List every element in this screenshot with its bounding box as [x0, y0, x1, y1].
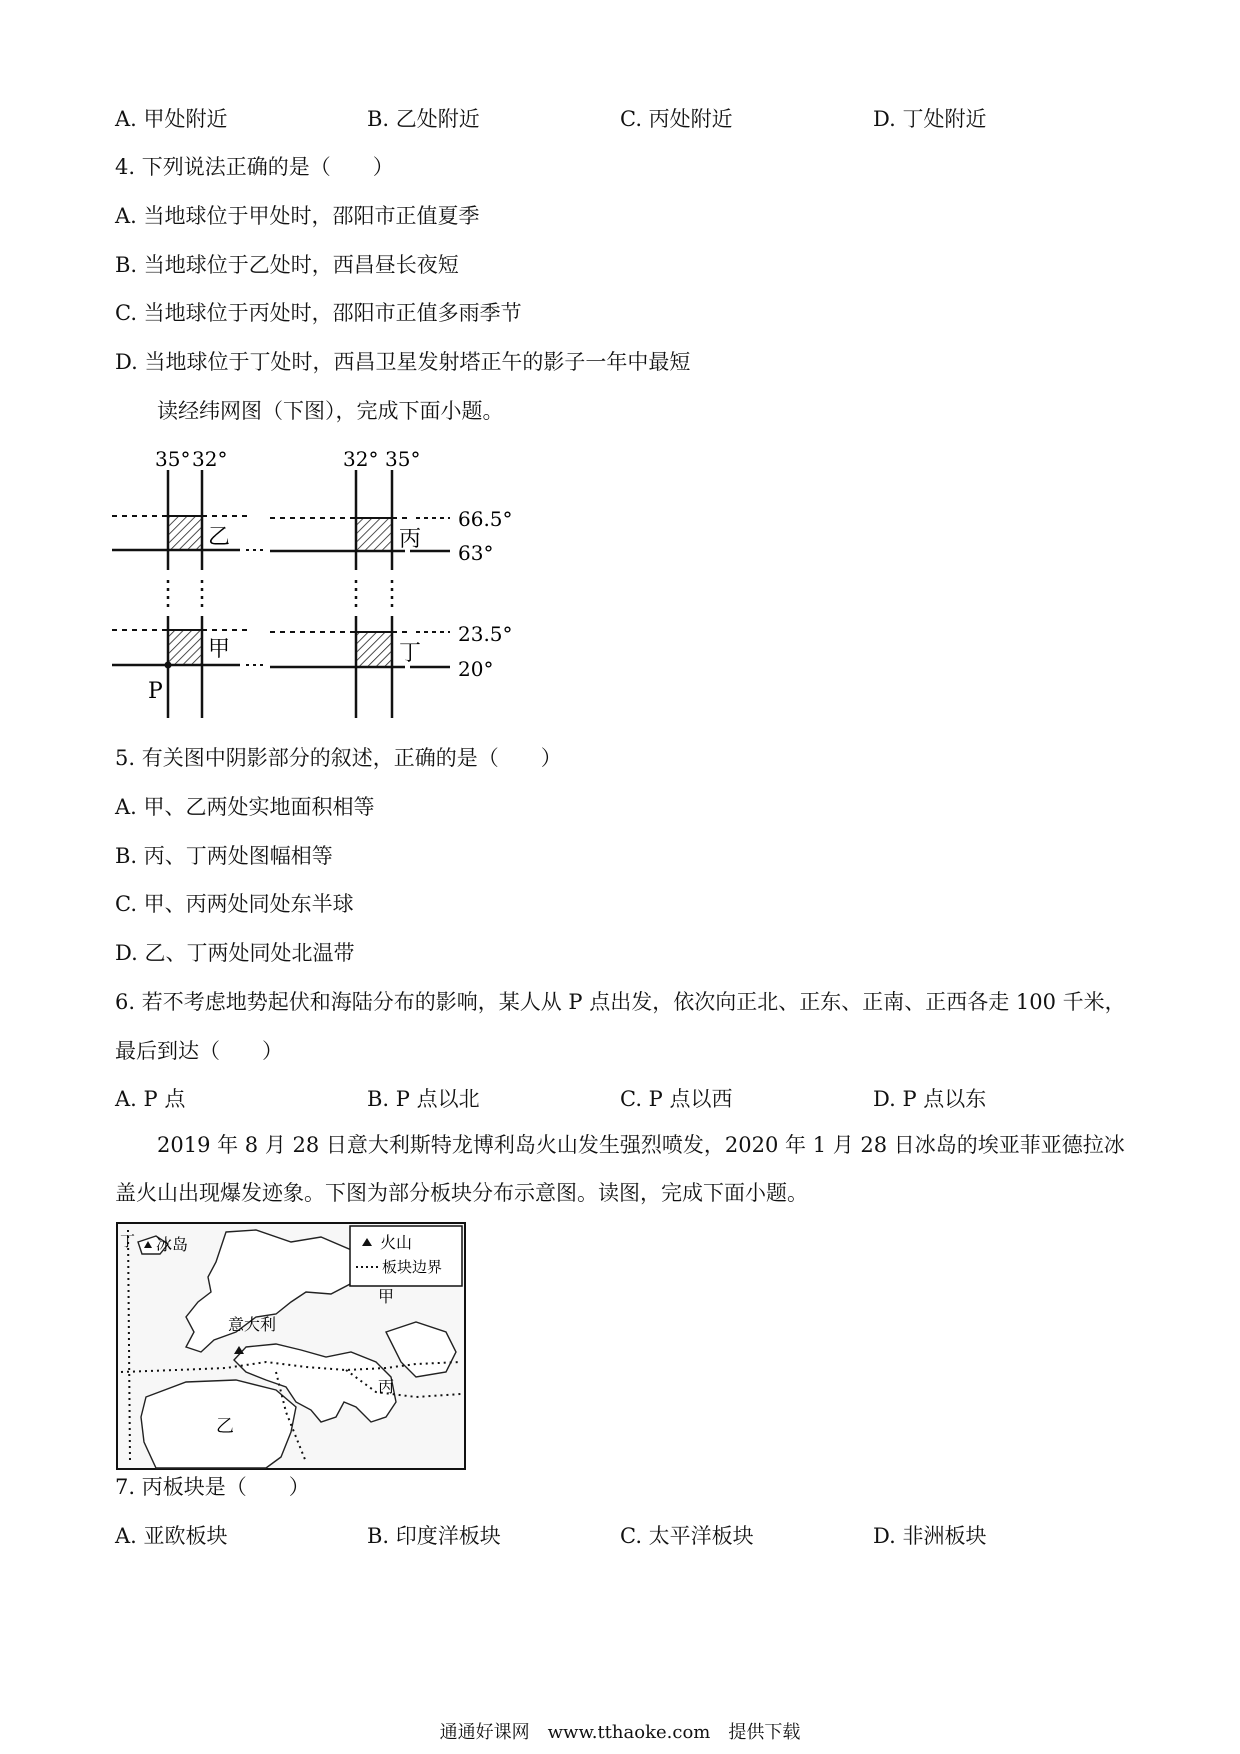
q4-option-d: D. 当地球位于丁处时，西昌卫星发射塔正午的影子一年中最短 — [115, 350, 691, 374]
q6-option-d: D. P 点以东 — [873, 1087, 987, 1111]
lon-label-right-35: 35° — [385, 447, 421, 471]
q5-option-b: B. 丙、丁两处图幅相等 — [115, 844, 333, 868]
cell-label-ding: 丁 — [399, 641, 422, 666]
lon-label-left-32: 32° — [192, 447, 228, 471]
q7-stem: 7. 丙板块是（ ） — [115, 1475, 310, 1499]
cell-label-yi: 乙 — [208, 525, 231, 550]
lat-label-63: 63° — [458, 541, 494, 565]
lon-label-right-32: 32° — [343, 447, 379, 471]
q5-option-d: D. 乙、丁两处同处北温带 — [115, 941, 355, 965]
cell-yi-shaded — [168, 516, 202, 550]
map-label-bing: 丙 — [378, 1377, 395, 1396]
q6-stem-line1: 6. 若不考虑地势起伏和海陆分布的影响，某人从 P 点出发，依次向正北、正东、正南、正西各走 100 千米， — [115, 990, 1126, 1014]
map-label-iceland: 冰岛 — [156, 1235, 189, 1254]
lat-label-23-5: 23.5° — [458, 622, 513, 646]
cell-bing-shaded — [356, 518, 392, 551]
q5-option-a: A. 甲、乙两处实地面积相等 — [115, 795, 375, 819]
cell-label-jia: 甲 — [208, 637, 231, 662]
q6-stem-line2: 最后到达（ ） — [115, 1039, 283, 1063]
lon-label-left-35: 35° — [155, 447, 191, 471]
plate-map-figure — [116, 1222, 466, 1470]
map-label-yi: 乙 — [216, 1416, 234, 1437]
q7-option-c: C. 太平洋板块 — [620, 1524, 754, 1548]
q6-option-c: C. P 点以西 — [620, 1087, 733, 1111]
lat-long-grid-figure — [110, 440, 530, 722]
cell-ding-shaded — [356, 632, 392, 667]
q4-option-a: A. 当地球位于甲处时，邵阳市正值夏季 — [115, 204, 480, 228]
legend-volcano-label: 火山 — [380, 1233, 413, 1252]
lat-label-66-5: 66.5° — [458, 507, 513, 531]
lat-label-20: 20° — [458, 657, 494, 681]
q3-option-c: C. 丙处附近 — [620, 107, 733, 131]
q5-stem: 5. 有关图中阴影部分的叙述，正确的是（ ） — [115, 746, 562, 770]
cell-jia-shaded — [168, 630, 202, 665]
q4-option-c: C. 当地球位于丙处时，邵阳市正值多雨季节 — [115, 301, 522, 325]
footer-source: 通通好课网 www.tthaoke.com 提供下载 — [439, 1722, 801, 1743]
q3-option-b: B. 乙处附近 — [367, 107, 480, 131]
q3-option-d: D. 丁处附近 — [873, 107, 987, 131]
point-p-marker — [165, 662, 172, 669]
q7-option-d: D. 非洲板块 — [873, 1524, 987, 1548]
map-label-ding: 丁 — [120, 1232, 136, 1250]
cell-label-bing: 丙 — [399, 527, 422, 552]
q4-stem: 4. 下列说法正确的是（ ） — [115, 155, 394, 179]
map-label-jia: 甲 — [378, 1287, 395, 1306]
point-p-label: P — [148, 679, 163, 704]
q3-option-a: A. 甲处附近 — [115, 107, 228, 131]
q6-option-b: B. P 点以北 — [367, 1087, 480, 1111]
grid-intro: 读经纬网图（下图），完成下面小题。 — [157, 399, 504, 423]
volcano-intro: 2019 年 8 月 28 日意大利斯特龙博利岛火山发生强烈喷发，2020 年 1 月 28 日冰岛的埃亚菲亚德拉冰盖火山出现爆发迹象。下图为部分板块分布示意图。读图，完成下面小题。 — [115, 1133, 1125, 1205]
q6-option-a: A. P 点 — [115, 1087, 186, 1111]
q4-option-b: B. 当地球位于乙处时，西昌昼长夜短 — [115, 253, 459, 277]
q5-option-c: C. 甲、丙两处同处东半球 — [115, 892, 354, 916]
q7-option-b: B. 印度洋板块 — [367, 1524, 501, 1548]
legend-boundary-label: 板块边界 — [382, 1258, 443, 1276]
map-label-italy: 意大利 — [228, 1315, 277, 1334]
q7-option-a: A. 亚欧板块 — [115, 1524, 228, 1548]
